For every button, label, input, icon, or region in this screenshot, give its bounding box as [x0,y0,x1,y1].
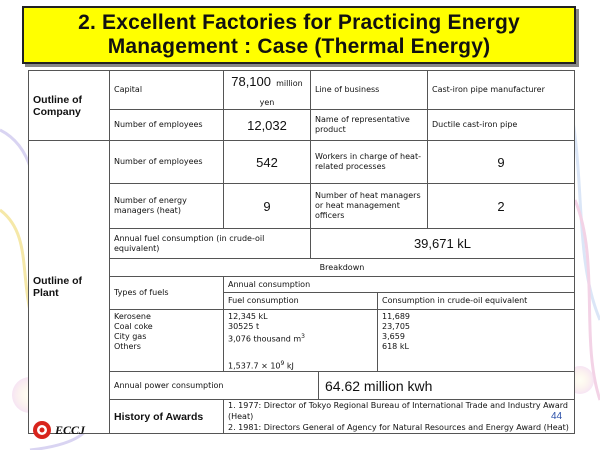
crude-equivalent-col-label: Consumption in crude-oil equivalent [378,293,575,310]
capital-unit: million yen [259,79,303,107]
company-row-employees [29,110,575,141]
unit-superscript: 3 [301,333,305,340]
product-value: Ductile cast-iron pipe [428,110,575,141]
slide-title-box [22,6,576,64]
power-value: 64.62 million kwh [319,372,575,400]
types-of-fuels-label: Types of fuels [110,277,224,310]
fuel-amount: 12,345 kL [228,312,268,321]
unit-superscript: 9 [280,359,285,367]
crude-amount: 3,659 [382,332,405,341]
fuel-consumption-col-label: Fuel consumption [224,293,378,310]
factory-outline-table [28,70,575,434]
heat-workers-label: Workers in charge of heat-related processes [311,141,428,184]
plant-row-fuel-list [29,310,575,372]
crude-amount: 23,705 [382,322,410,331]
award-item: 1. 1977: Director of Tokyo Regional Bureau of International Trade and Industry Award (Heat) [228,401,568,422]
award-item: 2. 1981: Directors General of Agency for Natural Resources and Energy Award (Heat) [228,423,569,433]
fuel-amount: $1,537.7 \times 10^9$ kJ [228,359,294,371]
eccj-logo [32,420,85,440]
factory-outline-sheet [28,70,575,434]
fuel-amounts-cell [224,310,378,372]
company-row-capital [29,71,575,110]
power-label: Annual power consumption [110,372,319,400]
company-employees-value: 12,032 [224,110,311,141]
product-label: Name of representative product [311,110,428,141]
business-label: Line of business [311,71,428,110]
plant-row-managers [29,184,575,229]
plant-employees-value: 542 [224,141,311,184]
awards-list [224,400,575,434]
fuel-amount [228,345,373,355]
crude-amount: 11,689 [382,312,410,321]
plant-row-types-header [29,277,575,293]
fuel-consumption-value: 39,671 kL [311,229,575,259]
plant-row-employees [29,141,575,184]
crude-amount: 618 kL [382,342,409,351]
annual-consumption-label: Annual consumption [224,277,575,293]
heat-officers-label: Number of heat managers or heat management officers [311,184,428,229]
business-value: Cast-iron pipe manufacturer [428,71,575,110]
eccj-emblem-icon [32,420,52,440]
slide-number: 44 [551,411,563,422]
eccj-logo-text: ECCJ [55,422,86,437]
fuel-consumption-label: Annual fuel consumption (in crude-oil equivalent) [110,229,311,259]
heat-workers-value: 9 [428,141,575,184]
breakdown-label: Breakdown [110,259,575,277]
slide-title-line-2: Management : Case (Thermal Energy) [107,35,491,58]
capital-label: Capital [110,71,224,110]
fuel-type: Kerosene [114,312,151,321]
capital-value: 78,100 [231,74,271,89]
fuel-amount: 30525 t [228,322,260,331]
slide-title-line-1: 2. Excellent Factories for Practicing Energy [78,11,520,34]
fuel-amount: 3,076 thousand $m^3$ [228,333,305,344]
plant-row-power [29,372,575,400]
plant-row-breakdown [29,259,575,277]
fuel-types-cell [110,310,224,372]
plant-employees-label: Number of employees [110,141,224,184]
plant-row-fuel-total [29,229,575,259]
energy-managers-label: Number of energy managers (heat) [110,184,224,229]
company-section-label: Outline of Company [29,71,110,141]
capital-value-cell [224,71,311,110]
awards-section-label: History of Awards [110,400,224,434]
awards-row [29,400,575,434]
fuel-type: Others [114,342,141,351]
heat-officers-value: 2 [428,184,575,229]
crude-amounts-cell [378,310,575,372]
energy-managers-value: 9 [224,184,311,229]
company-employees-label: Number of employees [110,110,224,141]
fuel-type: Coal coke [114,322,153,331]
plant-section-label: Outline of Plant [29,141,110,434]
fuel-type: City gas [114,332,147,341]
